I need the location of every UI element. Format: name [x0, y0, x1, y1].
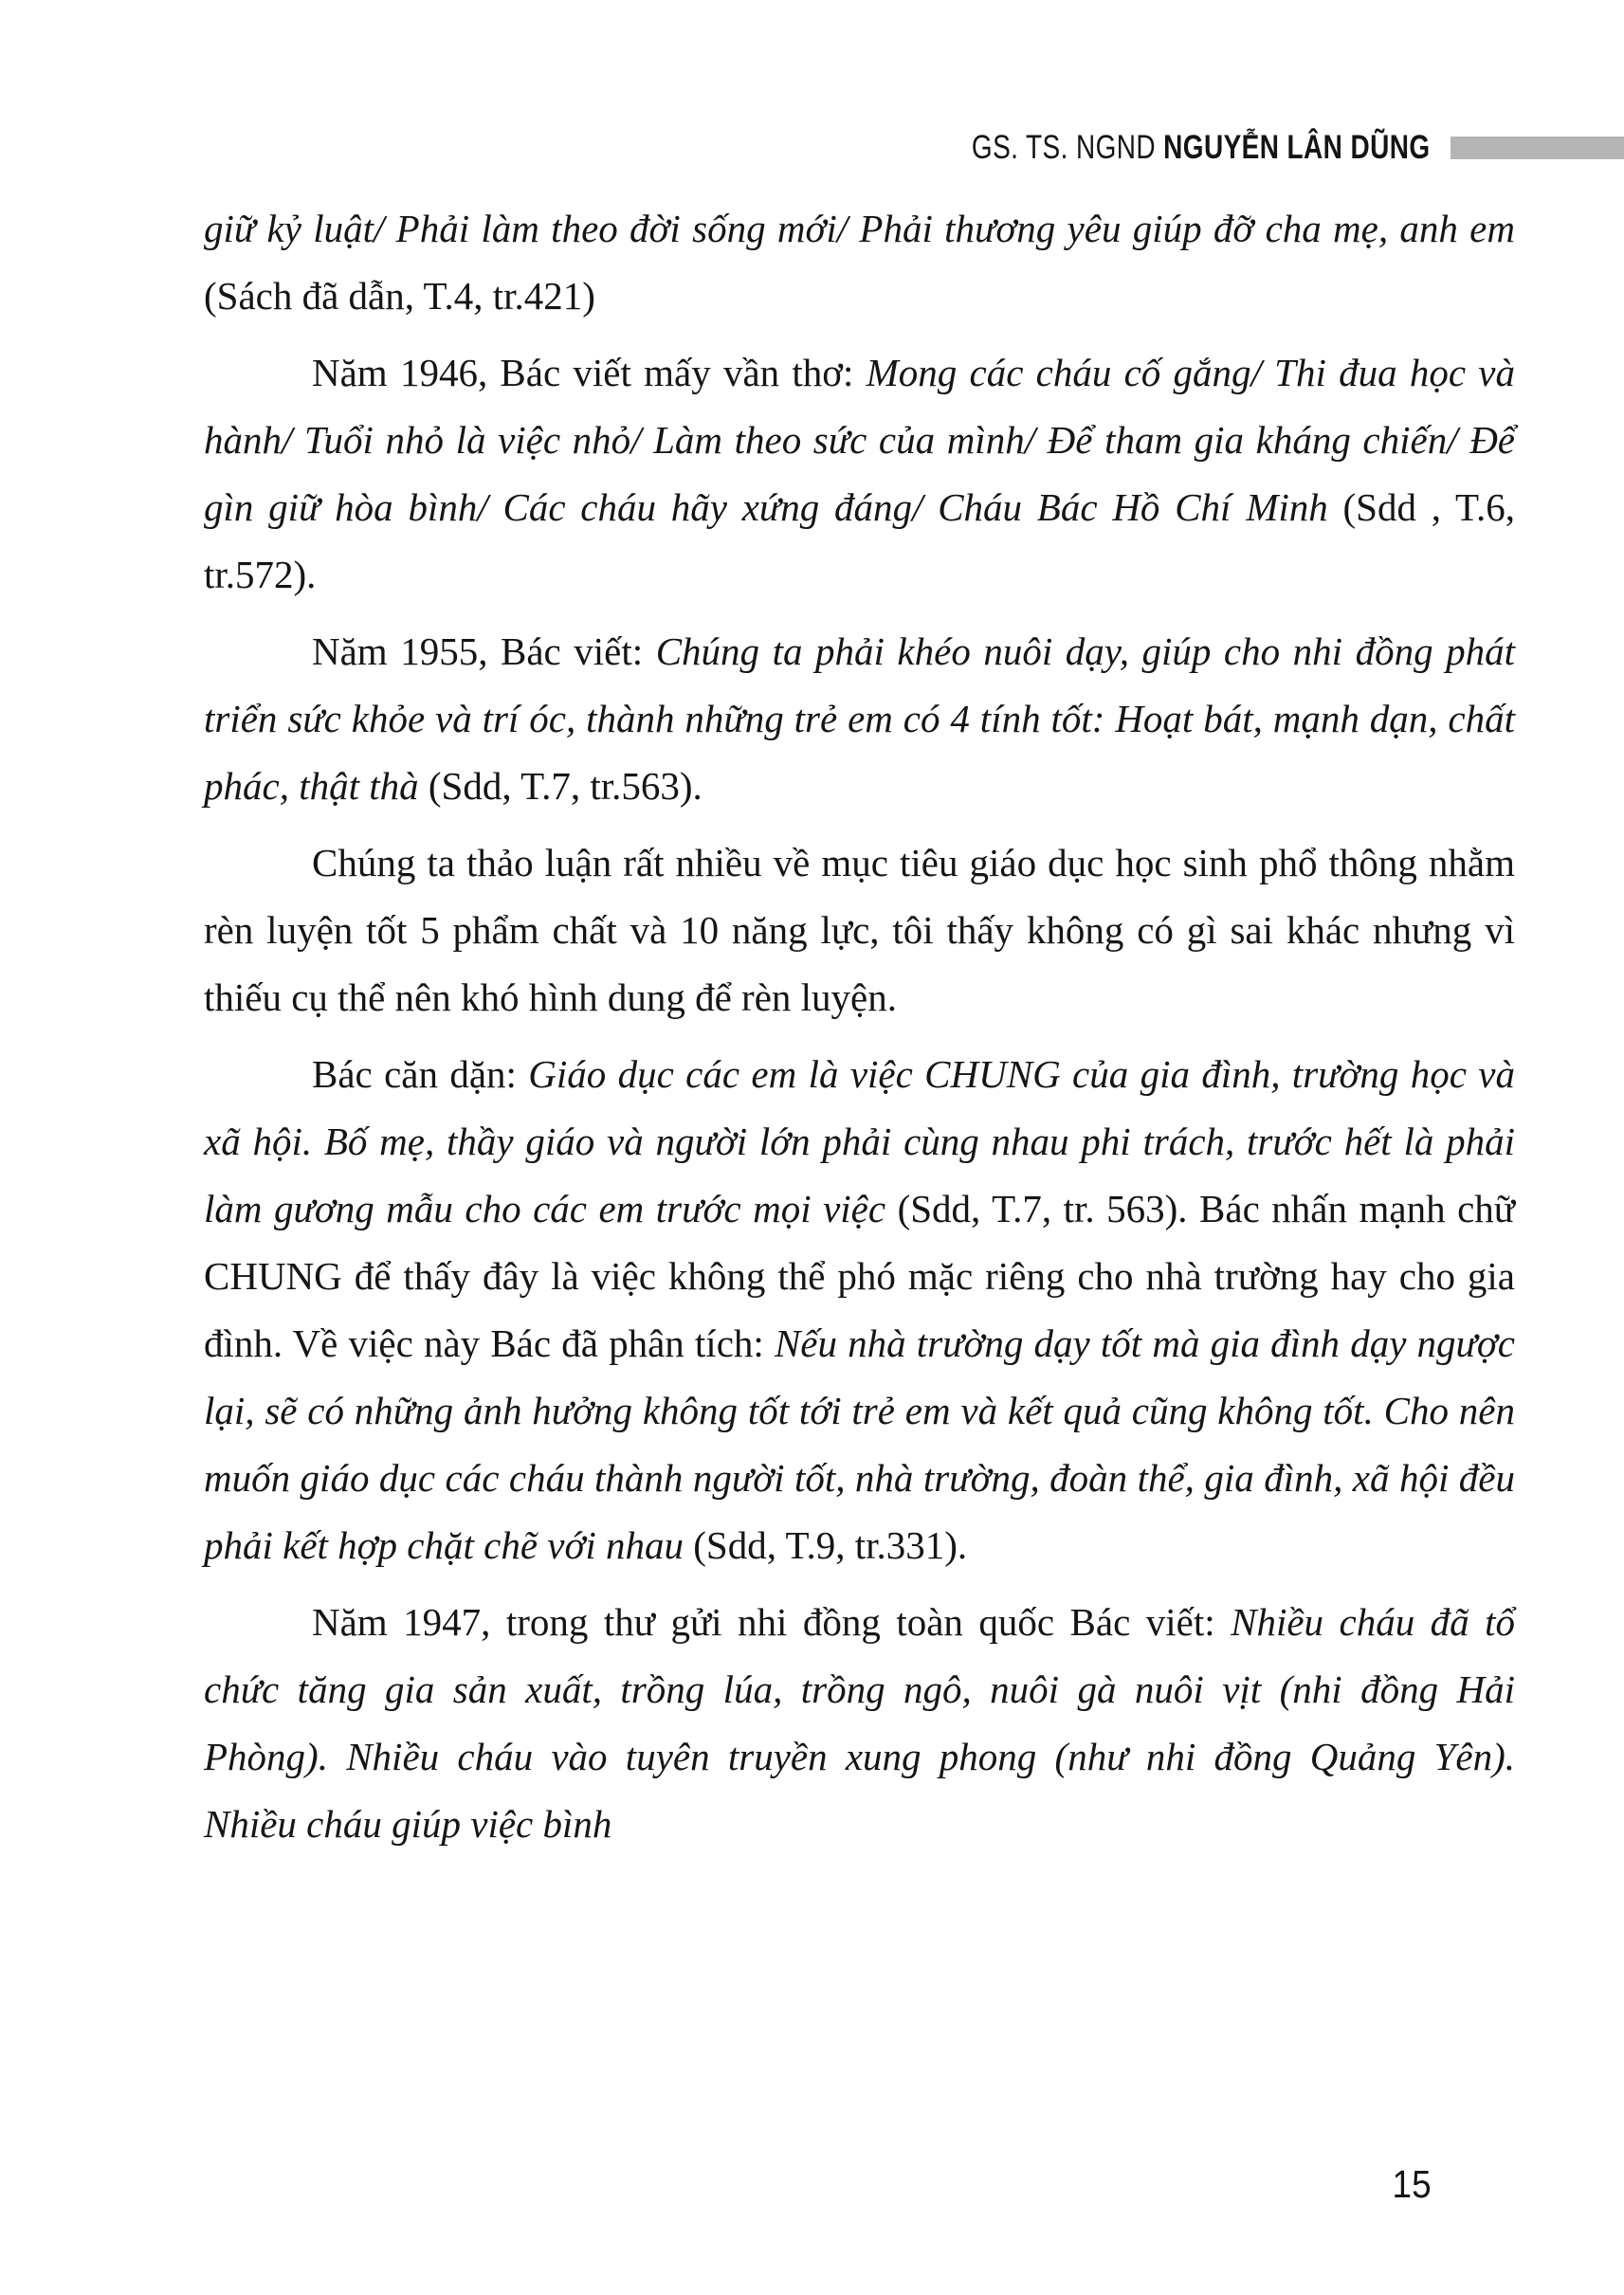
- quoted-text-run: Giáo dục các em là việc CHUNG của gia đình, trường học và xã hội. Bố mẹ, thầy giáo và người lớn phải cùng nhau phi trách, trước hết là phải làm gương mẫu cho các em trước mọi việc: [204, 1052, 1515, 1230]
- quoted-text-run: giữ kỷ luật/ Phải làm theo đời sống mới/ Phải thương yêu giúp đỡ cha mẹ, anh em: [204, 207, 1515, 250]
- body-text-run: Năm 1955, Bác viết:: [312, 629, 656, 673]
- body-text-run: (Sdd , T.6, tr.572).: [204, 485, 1516, 596]
- quoted-text-run: Chúng ta phải khéo nuôi dạy, giúp cho nhi đồng phát triển sức khỏe và trí óc, thành những trẻ em có 4 tính tốt: Hoạt bát, mạnh dạn, chất phác, thật thà: [204, 629, 1515, 808]
- body-text-run: Năm 1946, Bác viết mấy vần thơ:: [312, 351, 867, 394]
- paragraph: [204, 618, 1515, 820]
- body-text-run: Chúng ta thảo luận rất nhiều về mục tiêu giáo dục học sinh phổ thông nhằm rèn luyện tốt 5 phẩm chất và 10 năng lực, tôi thấy không có gì sai khác nhưng vì thiếu cụ thể nên khó hình dung để rèn luyện.: [204, 841, 1515, 1019]
- author-titles: GS. TS. NGND: [972, 129, 1164, 166]
- header-decorative-bar: [1451, 137, 1624, 159]
- body-text-run: (Sdd, T.9, tr.331).: [693, 1523, 968, 1567]
- body-text-run: (Sách đã dẫn, T.4, tr.421): [204, 274, 595, 318]
- body-text-run: (Sdd, T.7, tr. 563). Bác nhấn mạnh chữ CHUNG để thấy đây là việc không thể phó mặc riêng cho nhà trường hay cho gia đình. Về việc này Bác đã phân tích:: [204, 1187, 1515, 1365]
- paragraph: [204, 339, 1515, 609]
- page-header: [0, 131, 1624, 165]
- author-name: NGUYỄN LÂN DŨNG: [1163, 129, 1431, 166]
- body-text-run: Năm 1947, trong thư gửi nhi đồng toàn quốc Bác viết:: [312, 1600, 1232, 1644]
- paragraph: [204, 195, 1515, 330]
- quoted-text-run: Nếu nhà trường dạy tốt mà gia đình dạy ngược lại, sẽ có những ảnh hưởng không tốt tới trẻ em và kết quả cũng không tốt. Cho nên muốn giáo dục các cháu thành người tốt, nhà trường, đoàn thể, gia đình, xã hội đều phải kết hợp chặt chẽ với nhau: [204, 1321, 1515, 1567]
- body-text-run: Bác căn dặn:: [312, 1052, 529, 1096]
- paragraph: [204, 1589, 1515, 1858]
- quoted-text-run: Nhiều cháu đã tổ chức tăng gia sản xuất, trồng lúa, trồng ngô, nuôi gà nuôi vịt (nhi đồng Hải Phòng). Nhiều cháu vào tuyên truyền xung phong (như nhi đồng Quảng Yên). Nhiều cháu giúp việc bình: [204, 1600, 1516, 1846]
- page-number: 15: [1392, 2162, 1432, 2206]
- running-head: [972, 131, 1431, 165]
- paragraph: [204, 829, 1515, 1031]
- paragraph: [204, 1041, 1515, 1579]
- text-block: [204, 195, 1515, 1858]
- quoted-text-run: Mong các cháu cố gắng/ Thi đua học và hành/ Tuổi nhỏ là việc nhỏ/ Làm theo sức của mình/ Để tham gia kháng chiến/ Để gìn giữ hòa bình/ Các cháu hãy xứng đáng/ Cháu Bác Hồ Chí Minh: [204, 351, 1515, 529]
- body-text-run: (Sdd, T.7, tr.563).: [428, 764, 703, 808]
